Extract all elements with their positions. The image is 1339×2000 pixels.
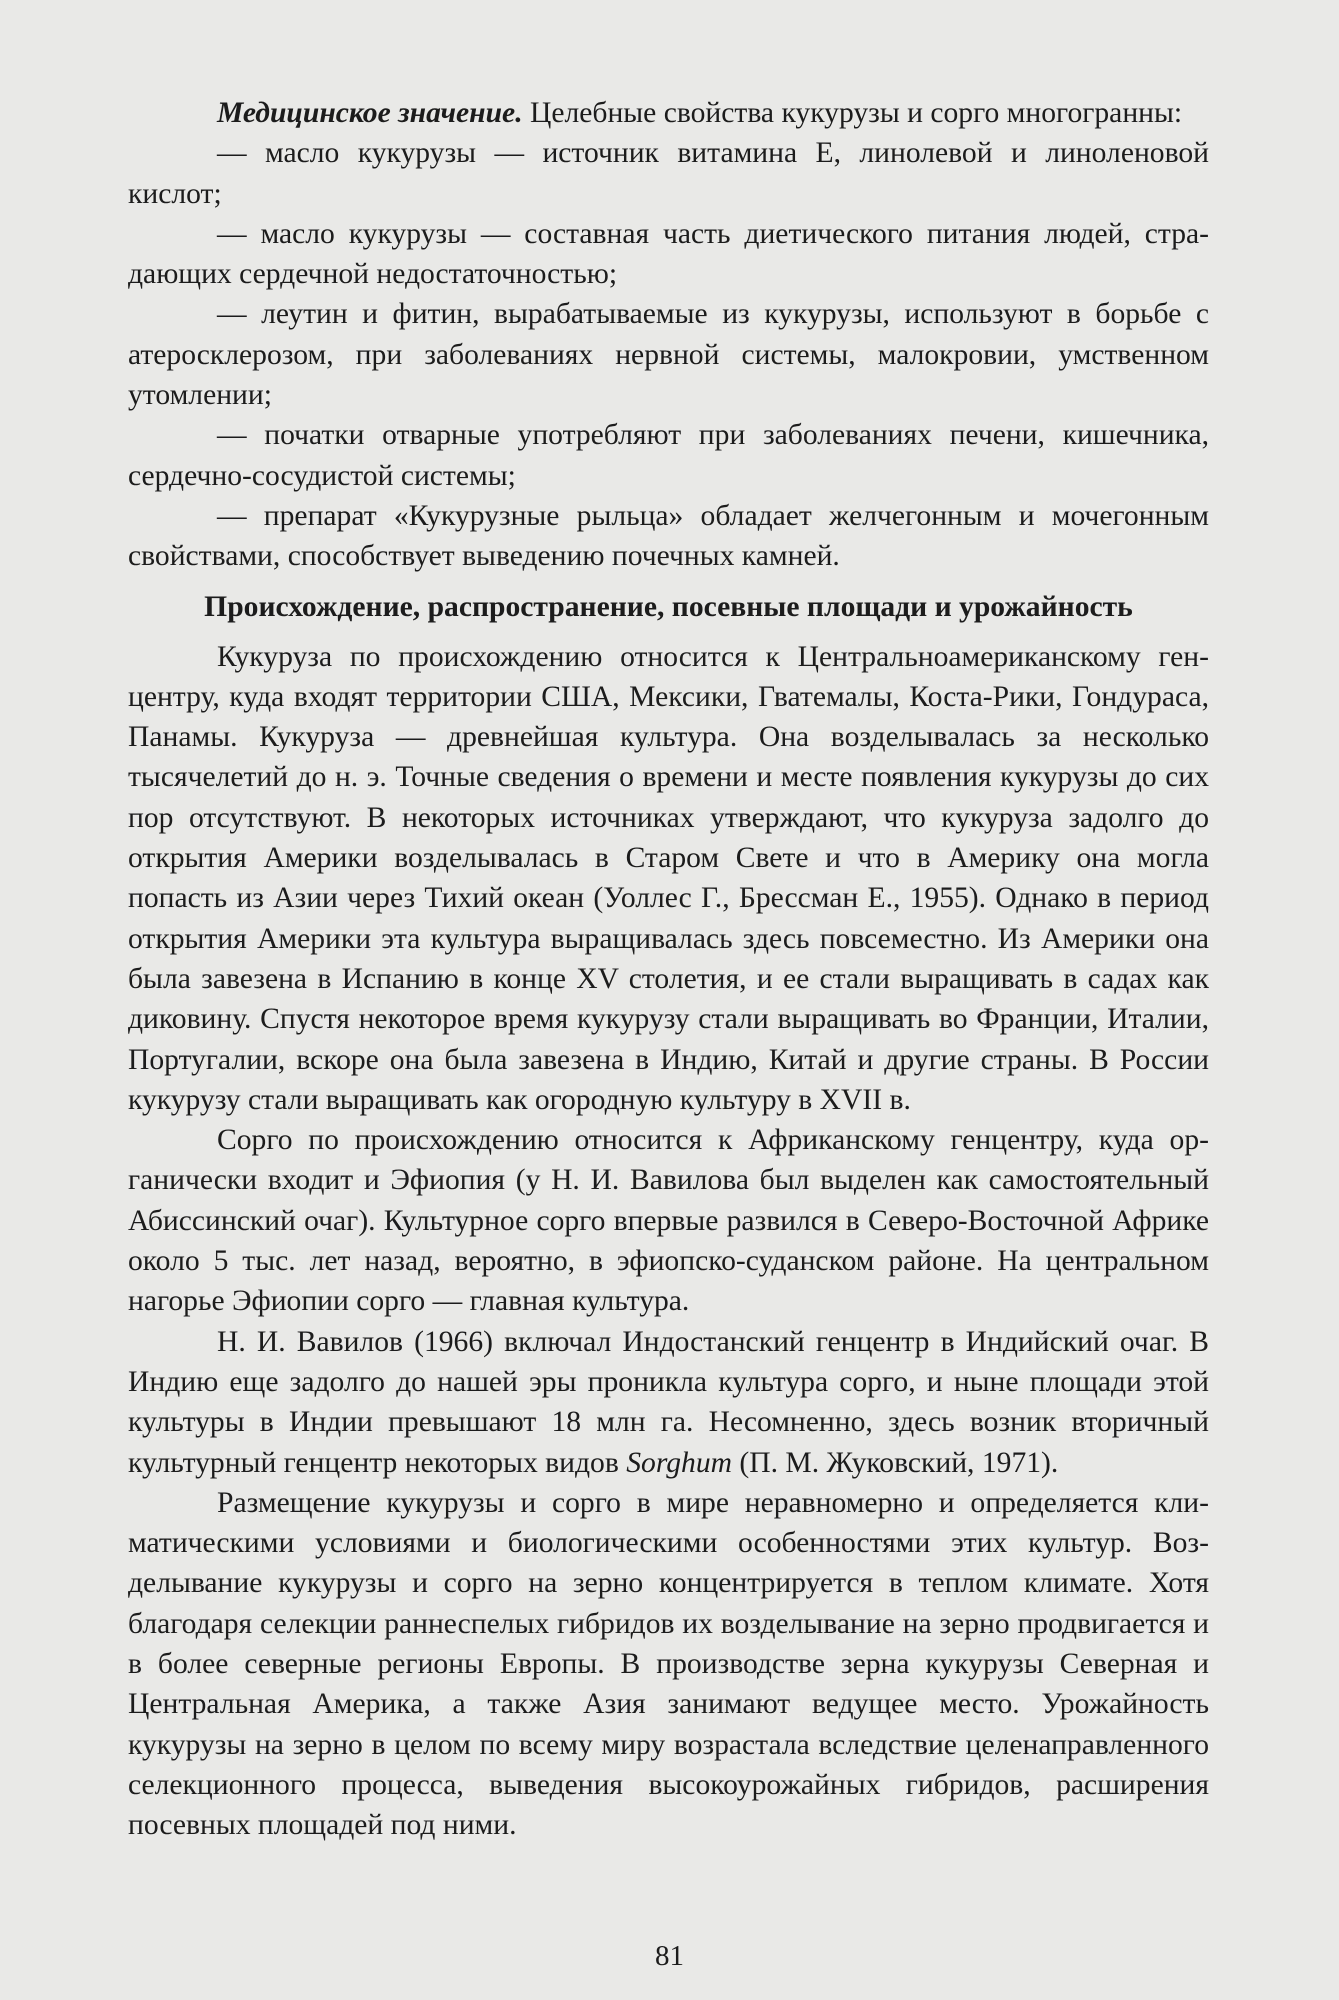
body-text <box>128 93 1209 1845</box>
medical-intro: Целебные свойства кукурузы и сорго многогранны: <box>522 97 1183 129</box>
medical-item-3: — леутин и фитин, вырабатываемые из кукурузы, используют в борьбе с атеросклерозом, при заболеваниях нервной системы, малокровии, умственном утомлении; <box>128 298 1209 412</box>
vavilov-paragraph <box>128 1322 1209 1483</box>
medical-item-1: — масло кукурузы — источник витамина Е, линолевой и линоленовой кислот; <box>128 137 1209 210</box>
origin-maize-paragraph: Кукуруза по происхождению относится к Центральноамериканскому генцентру, куда входят территории США, Мексики, Гватемалы, Коста-Рики, Гондураса, Панамы. Кукуруза — древнейшая культура. Она возделывалась за несколько тысячелетий до н. э. Точные сведения о времени и месте появления кукурузы до сих пор отсутствуют. В некоторых источниках утверждают, что кукуруза задолго до открытия Америки возделывалась в Старом Свете и что в Америку она могла попасть из Азии через Тихий океан (Уоллес Г., Брессман Е., 1955). Однако в период открытия Америки эта культура выращивалась здесь повсеместно. Из Америки она была завезена в Испанию в конце XV столетия, и ее стали выращивать в садах как диковину. Спустя некоторое время кукурузу стали выращивать во Франции, Италии, Португалии, вскоре она была завезена в Индию, Китай и другие страны. В России кукурузу стали выращивать как огородную культуру в XVII в. <box>128 640 1209 1116</box>
medical-lead: Медицинское значение. <box>217 97 523 129</box>
medical-intro-paragraph <box>128 93 1209 133</box>
vavilov-text-start: Н. И. Вавилов (1966) включал Индостанский генцентр в Индийский очаг. В Индию еще задолго до нашей эры проникла культура сорго, и ныне площади этой культуры в Индии превышают 18 млн га. Несомненно, здесь возник вторичный культурный генцентр некоторых видов <box>128 1325 1209 1479</box>
page-number: 81 <box>655 1940 684 1972</box>
section-heading: Происхождение, распространение, посевные площади и урожайность <box>204 590 1133 623</box>
medical-item-5: — препарат «Кукурузные рыльца» обладает желчегонным и мочегонным свойствами, способствует выведению почечных камней. <box>128 499 1209 573</box>
medical-item-4: — початки отварные употребляют при заболеваниях печени, кишечника, сердечно-сосудистой системы; <box>128 419 1209 492</box>
vavilov-text-end: (П. М. Жуковский, 1971). <box>732 1446 1059 1479</box>
origin-sorghum-paragraph: Сорго по происхождению относится к Африканскому генцентру, куда органически входит и Эфиопия (у Н. И. Вавилова был выделен как самостоятельный Абиссинский очаг). Культурное сорго впервые развился в Северо-Восточной Африке около 5 тыс. лет назад, вероятно, в эфиопско-суданском районе. На центральном нагорье Эфиопии сорго — главная культура. <box>128 1124 1209 1318</box>
distribution-paragraph: Размещение кукурузы и сорго в мире неравномерно и определяется климатическими условиями и биологическими особенностями этих культур. Возделывание кукурузы и сорго на зерно концентрируется в теплом климате. Хотя благодаря селекции раннеспелых гибридов их возделывание на зерно продвигается и в более северные регионы Европы. В производстве зерна кукурузы Северная и Центральная Америка, а также Азия занимают ведущее место. Урожайность кукурузы на зерно в целом по всему миру возрастала вследствие целенаправленного селекционного процесса, выведения высокоурожайных гибридов, расширения посевных площадей под ними. <box>128 1486 1209 1842</box>
sorghum-species-name: Sorghum <box>626 1446 732 1479</box>
medical-item-2: — масло кукурузы — составная часть диетического питания людей, страдающих сердечной недостаточностью; <box>128 217 1209 291</box>
